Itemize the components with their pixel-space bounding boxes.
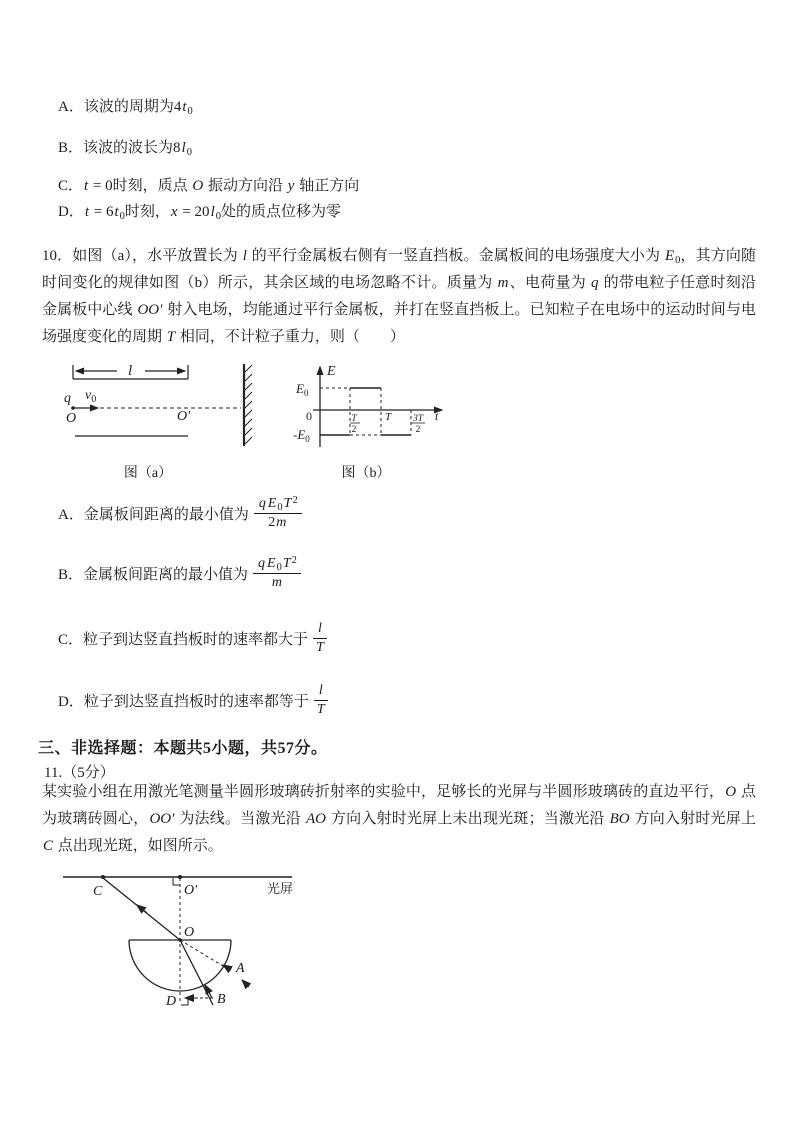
- origin-label: 0: [306, 409, 312, 423]
- q10-option-b: B．金属板间距离的最小值为 $\frac{q E_0T^2}{m}$: [58, 556, 301, 590]
- q10-stem: 10．如图（a），水平放置长为 l 的平行金属板右侧有一竖直挡板。金属板间的电场强度大小为 $E_0$，其方向随时间变化的规律如图（b）所示，其余区域的电场忽略不计。质量为 m、电荷量为 q 的带电粒子任意时刻沿金属板中心线 OO′ 射入电场，均能通过平行金属板，并打在竖直挡板上。已知粒子在电场中的运动时间与电场强度变化的周期 T 相同，不计粒子重力，则（ ）: [42, 248, 756, 345]
- negE0-label: $-E_0$: [293, 427, 310, 444]
- baffle-wall: [244, 364, 252, 446]
- q9-option-d: D．$t = 6t_0$时刻，$x = 20l_0$处的质点位移为零: [58, 204, 341, 222]
- figure-b-caption: 图（b）: [341, 466, 391, 481]
- velocity-label: $v_0$: [85, 388, 97, 405]
- D-perpendicular-mark: [181, 998, 213, 1005]
- point-C-label: C: [93, 884, 103, 899]
- length-label: l: [128, 363, 133, 379]
- q9-option-c: C．t = 0时刻，质点 O 振动方向沿 y 轴正方向: [58, 178, 360, 194]
- section-3-header: 三、非选择题：本题共5小题，共57分。: [38, 740, 328, 757]
- point-B-label: B: [217, 992, 226, 1007]
- point-A-label: A: [236, 961, 245, 976]
- svg-text:2: 2: [351, 425, 357, 435]
- semicircular-glass: [129, 940, 231, 991]
- E0-label: $E_0$: [296, 381, 309, 398]
- figure-a-parallel-plates: [55, 352, 260, 454]
- q9-option-a: A．该波的周期为$4t_0$: [58, 99, 193, 117]
- refracted-ray-OC: [103, 878, 180, 940]
- y-axis-label: E: [327, 364, 336, 379]
- length-dimension: [73, 363, 188, 379]
- q10-option-c: C．粒子到达竖直挡板时的速率都大于 $\frac{l}{T}$: [58, 621, 327, 655]
- svg-text:T: T: [385, 411, 392, 423]
- figure-q11-glass-brick: [55, 862, 300, 1017]
- point-O-label: O: [184, 925, 195, 940]
- svg-text:3T: 3T: [412, 414, 424, 424]
- q9-option-b: B．该波的波长为$8l_0$: [58, 140, 192, 158]
- charge-label: q: [64, 391, 71, 406]
- q11-stem: 某实验小组在用激光笔测量半圆形玻璃砖折射率的实验中，足够长的光屏与半圆形玻璃砖的直边平行，O 点为玻璃砖圆心，OO′ 为法线。当激光沿 AO 方向入射时光屏上未出现光斑；当激光沿 BO 方向入射时光屏上 C 点出现光斑，如图所示。: [42, 784, 756, 854]
- svg-text:T: T: [351, 414, 357, 424]
- q11-number: 11.（5分）: [44, 765, 115, 781]
- screen-label: 光屏: [267, 881, 294, 896]
- right-angle-mark-screen: [173, 878, 180, 885]
- point-O-prime-label: O′: [177, 409, 191, 424]
- svg-text:2: 2: [415, 425, 421, 435]
- x-axis-label: t: [435, 409, 439, 423]
- point-O-prime-label: O′: [184, 883, 198, 898]
- point-O-label: O: [66, 411, 77, 426]
- figure-a-caption: 图（a）: [123, 466, 173, 481]
- square-wave: [320, 388, 411, 435]
- point-D-label: D: [166, 994, 177, 1009]
- figure-b-field-graph: [293, 355, 453, 455]
- x-axis-ticks: [350, 409, 439, 435]
- q10-option-a: A．金属板间距离的最小值为 $\frac{q E_0T^2}{2m}$: [58, 496, 302, 530]
- q10-option-d: D．粒子到达竖直挡板时的速率都等于 $\frac{l}{T}$: [58, 683, 328, 717]
